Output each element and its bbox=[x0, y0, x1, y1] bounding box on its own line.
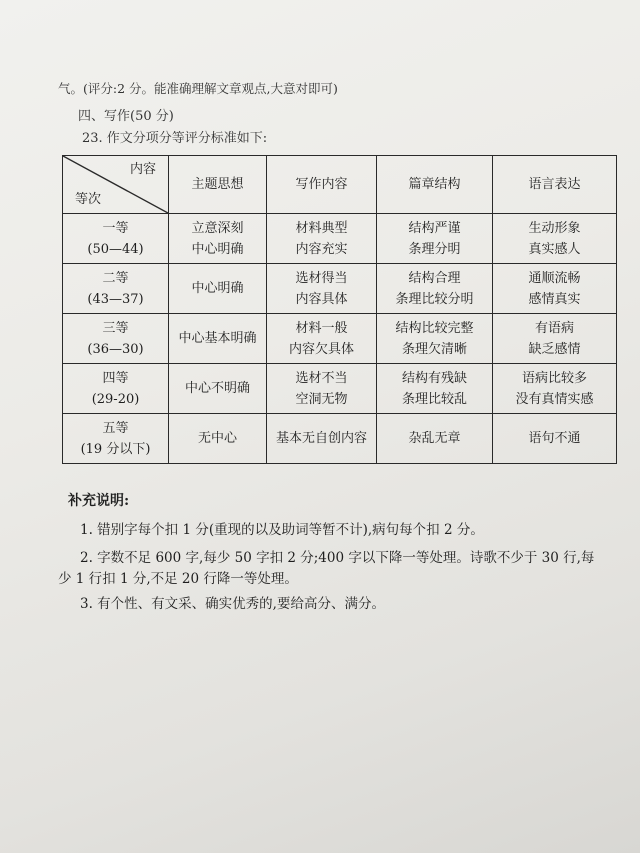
notes-title: 补充说明: bbox=[68, 493, 130, 509]
criteria-cell bbox=[267, 364, 377, 414]
header-cell: 写作内容 bbox=[267, 156, 377, 214]
note-item-continuation: 少 1 行扣 1 分,不足 20 行降一等处理。 bbox=[58, 571, 298, 587]
criteria-cell bbox=[493, 414, 617, 464]
table-row bbox=[63, 264, 617, 314]
criteria-cell bbox=[377, 314, 493, 364]
criteria-text: 内容具体 bbox=[295, 291, 348, 307]
grade-range: (19 分以下) bbox=[80, 441, 151, 457]
criteria-cell bbox=[493, 214, 617, 264]
criteria-text: 语句不通 bbox=[528, 431, 581, 446]
section-heading: 四、写作(50 分) bbox=[78, 109, 174, 124]
criteria-text: 真实感人 bbox=[528, 241, 581, 257]
criteria-text: 有语病 bbox=[534, 320, 574, 336]
criteria-text: 材料一般 bbox=[295, 320, 348, 336]
header-cell: 篇章结构 bbox=[377, 156, 493, 214]
grade-cell bbox=[63, 364, 169, 414]
question-item: 23. 作文分项分等评分标准如下: bbox=[82, 131, 268, 146]
note-item: 2. 字数不足 600 字,每少 50 字扣 2 分;400 字以下降一等处理。诗歌不少于 30 行,每 bbox=[80, 550, 595, 566]
criteria-cell bbox=[169, 214, 267, 264]
corner-label-grade: 等次 bbox=[75, 192, 102, 207]
criteria-text: 基本无自创内容 bbox=[275, 431, 367, 446]
grade-cell bbox=[63, 414, 169, 464]
criteria-text: 条理欠清晰 bbox=[401, 341, 467, 357]
criteria-cell bbox=[377, 364, 493, 414]
criteria-text: 杂乱无章 bbox=[408, 431, 461, 446]
table-row bbox=[63, 214, 617, 264]
table-row bbox=[63, 364, 617, 414]
criteria-cell bbox=[267, 414, 377, 464]
criteria-text: 通顺流畅 bbox=[528, 270, 581, 286]
grade-label: 一等 bbox=[102, 220, 129, 236]
table-row bbox=[63, 414, 617, 464]
criteria-text: 中心明确 bbox=[191, 241, 244, 257]
criteria-text: 条理分明 bbox=[408, 241, 461, 257]
table-row bbox=[63, 314, 617, 364]
criteria-text: 立意深刻 bbox=[191, 220, 244, 236]
grade-label: 四等 bbox=[102, 370, 129, 386]
criteria-cell bbox=[267, 214, 377, 264]
criteria-text: 结构比较完整 bbox=[395, 320, 474, 336]
grade-label: 三等 bbox=[102, 320, 129, 336]
table-body bbox=[63, 214, 617, 464]
criteria-cell bbox=[267, 314, 377, 364]
criteria-text: 中心明确 bbox=[191, 281, 244, 296]
criteria-text: 条理比较乱 bbox=[401, 391, 467, 407]
criteria-cell bbox=[169, 264, 267, 314]
criteria-text: 选材得当 bbox=[295, 270, 348, 286]
criteria-text: 无中心 bbox=[197, 431, 237, 446]
criteria-text: 语病比较多 bbox=[521, 370, 587, 386]
header-cell: 主题思想 bbox=[169, 156, 267, 214]
criteria-text: 没有真情实感 bbox=[515, 391, 594, 407]
intro-line: 气。(评分:2 分。能准确理解文章观点,大意对即可) bbox=[58, 81, 338, 96]
scoring-table bbox=[62, 155, 617, 464]
criteria-cell bbox=[377, 414, 493, 464]
criteria-text: 空洞无物 bbox=[295, 391, 348, 407]
grade-cell bbox=[63, 314, 169, 364]
criteria-cell bbox=[377, 264, 493, 314]
grade-label: 二等 bbox=[102, 270, 129, 286]
header-cell: 语言表达 bbox=[493, 156, 617, 214]
criteria-text: 中心基本明确 bbox=[178, 331, 257, 346]
criteria-text: 材料典型 bbox=[295, 220, 348, 236]
table-header-row bbox=[63, 156, 617, 214]
diagonal-header-cell bbox=[63, 156, 169, 214]
criteria-text: 结构有残缺 bbox=[401, 370, 467, 386]
criteria-text: 结构合理 bbox=[408, 270, 461, 286]
grade-range: (50—44) bbox=[87, 241, 144, 257]
criteria-text: 内容充实 bbox=[295, 241, 348, 257]
criteria-cell bbox=[493, 364, 617, 414]
criteria-text: 感情真实 bbox=[528, 291, 581, 307]
grade-range: (29-20) bbox=[91, 391, 140, 407]
criteria-text: 生动形象 bbox=[528, 220, 581, 236]
criteria-text: 内容欠具体 bbox=[288, 341, 354, 357]
grade-cell bbox=[63, 214, 169, 264]
criteria-text: 选材不当 bbox=[295, 370, 348, 386]
grade-cell bbox=[63, 264, 169, 314]
criteria-cell bbox=[169, 414, 267, 464]
criteria-cell bbox=[267, 264, 377, 314]
criteria-cell bbox=[169, 314, 267, 364]
grade-label: 五等 bbox=[102, 420, 129, 436]
criteria-text: 中心不明确 bbox=[184, 381, 250, 396]
criteria-cell bbox=[377, 214, 493, 264]
criteria-cell bbox=[493, 264, 617, 314]
grade-range: (36—30) bbox=[87, 341, 144, 357]
criteria-text: 缺乏感情 bbox=[528, 341, 581, 357]
criteria-cell bbox=[169, 364, 267, 414]
corner-label-content: 内容 bbox=[129, 162, 156, 177]
grade-range: (43—37) bbox=[87, 291, 144, 307]
note-item: 3. 有个性、有文采、确实优秀的,要给高分、满分。 bbox=[80, 596, 385, 612]
criteria-text: 结构严谨 bbox=[408, 220, 461, 236]
criteria-text: 条理比较分明 bbox=[395, 291, 474, 307]
criteria-cell bbox=[493, 314, 617, 364]
note-item: 1. 错别字每个扣 1 分(重现的以及助词等暂不计),病句每个扣 2 分。 bbox=[80, 522, 484, 538]
